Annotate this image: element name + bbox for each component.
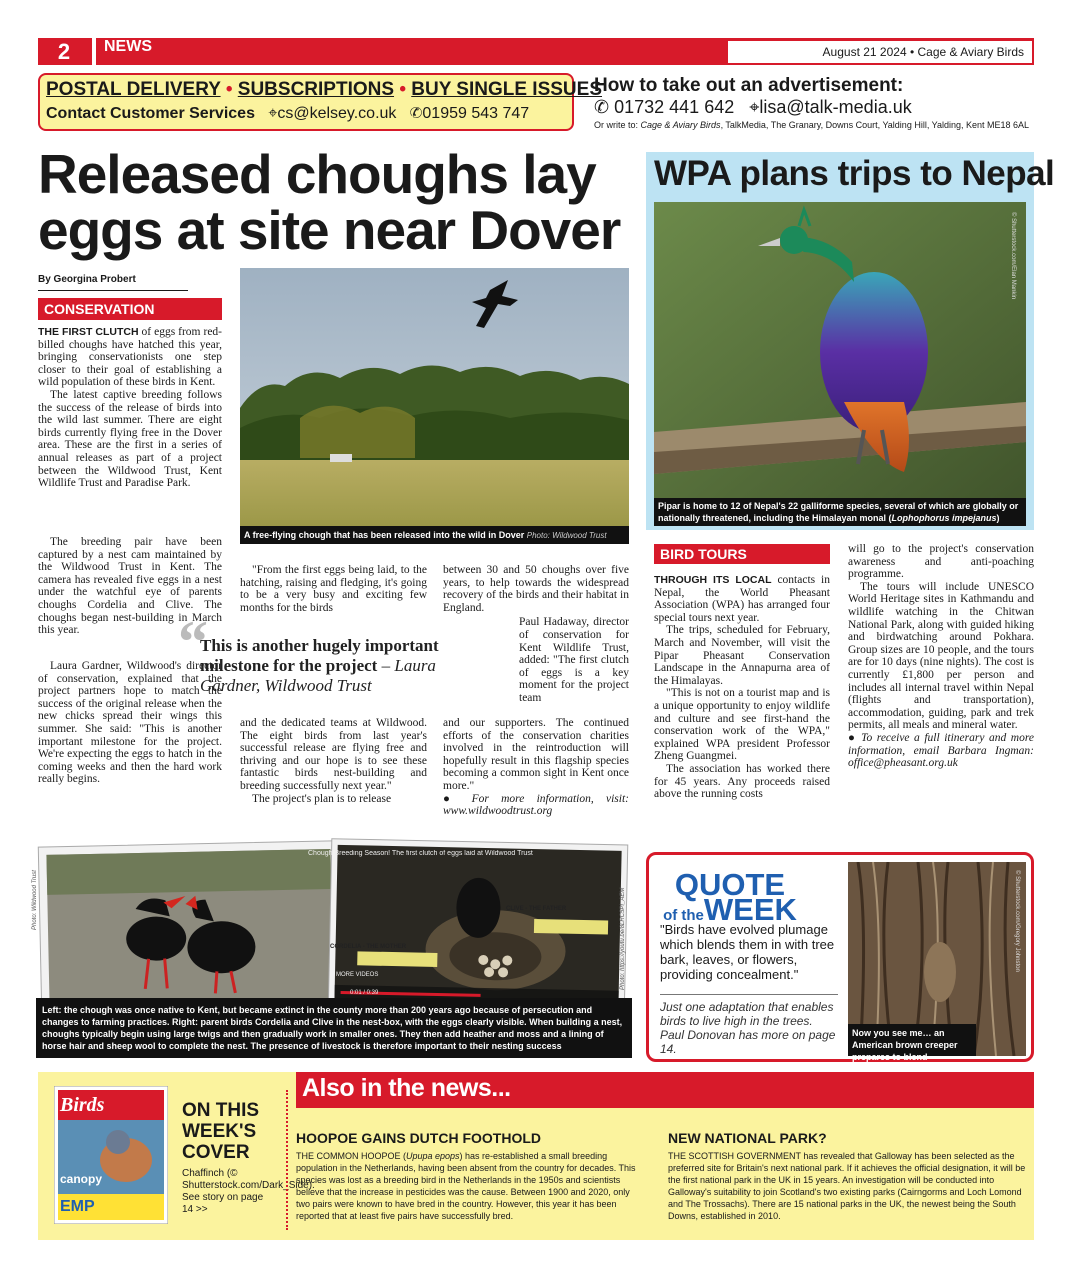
paragraph: between 30 and 50 choughs over five years, to help towards the widespread recovery of the birds and their habitat in England. [443, 564, 629, 614]
paragraph: will go to the project's conservation awareness and anti-poaching programme. [848, 543, 1034, 581]
publication-name: Cage & Aviary Birds [917, 45, 1024, 59]
pull-quote-text: This is another hugely important milestone for the project [200, 636, 439, 675]
pull-quote-attribution: – Laura Gardner, Wildwood Trust [200, 656, 436, 695]
advert-phone[interactable]: 01732 441 642 [614, 97, 735, 117]
article-column-1c [38, 660, 222, 786]
news-title: HOOPOE GAINS DUTCH FOOTHOLD [296, 1130, 541, 1146]
advert-email[interactable]: lisa@talk-media.uk [759, 97, 912, 117]
conservation-tag: CONSERVATION [38, 298, 222, 320]
quote-mark-icon: “ [178, 609, 208, 675]
monal-photo-credit: © Shutterstock.com/Elan Mankin [1010, 212, 1016, 300]
contact-email[interactable]: cs@kelsey.co.uk [277, 105, 397, 122]
video-timestamp: 0:01 / 0:39 [350, 990, 379, 996]
collage-caption: Left: the chough was once native to Kent, but became extinct in the county more than 200 years ago because of persecution and changes to farming practices. Right: parent birds Cordelia and Clive in the nest-box, with the eggs clearly visible. When building a nest, choughs typically begin using large twigs and then gradually work in smaller ones. They then add heather and moss and a lining of horse hair and sheep wool to complete the nest. The presence of livestock is therefore important to their nesting success [36, 998, 632, 1058]
mouse-icon: ⌖ [749, 97, 760, 117]
mouse-icon: ⌖ [268, 105, 278, 122]
news-body [296, 1150, 646, 1222]
subscriptions-box: POSTAL DELIVERY • SUBSCRIPTIONS • BUY SINGLE ISSUES Contact Customer Services ⌖cs@kelsey.co.uk ✆01959 543 747 [38, 73, 574, 131]
byline-rule [38, 290, 188, 291]
creeper-photo-credit: © Shutterstock.com/Gregory Johnston [1014, 870, 1020, 972]
news-item-hoopoe [296, 1130, 646, 1222]
lead-in: THE FIRST CLUTCH [38, 326, 139, 338]
paragraph: and the dedicated teams at Wildwood. The eight birds from last year's successful release are flying free and thriving and our hope is to see these fantastic birds nest-building and breeding successfully next year." [240, 717, 427, 792]
section-title: NEWS [104, 38, 152, 55]
contact-phone[interactable]: 01959 543 747 [422, 105, 530, 122]
wpa-column-1 [654, 574, 830, 801]
paragraph: The breeding pair have been captured by a nest cam maintained by the Wildwood Trust in Kent. The camera has revealed five eggs in a nest under the watchful eye of parents choughs Cordelia and Clive. The choughs began nest-building in March this year. [38, 536, 222, 637]
wpa-headline: WPA plans trips to Nepal [654, 154, 1055, 193]
article-column-2 [240, 564, 427, 614]
paragraph: Laura Gardner, Wildwood's director of conservation, explained that the project partners hope to match the success of the original release when the new chicks spread their wings this summer. She said: "This is another important milestone for the project. We're expecting the eggs to hatch in the coming weeks and then the hard work really begins. [38, 660, 222, 786]
cover-word: canopy [60, 1172, 103, 1186]
article-column-1 [38, 326, 222, 490]
video-label-mother: CORDELIA - THE MOTHER [330, 944, 407, 950]
caption-species: Lophophorus impejanus [891, 513, 997, 523]
title-of: of the [663, 907, 704, 924]
quote-rule [660, 994, 838, 995]
monal-caption [654, 498, 1026, 526]
news-body [668, 1150, 1028, 1222]
postal-delivery-link[interactable]: POSTAL DELIVERY [46, 79, 221, 100]
video-more-label[interactable]: MORE VIDEOS [336, 972, 379, 978]
article-column-3b [443, 717, 629, 818]
video-title: Chough Breeding Season! The first clutch of eggs laid at Wildwood Trust [308, 850, 533, 857]
bird-tours-tag: BIRD TOURS [654, 544, 830, 564]
phone-icon: ✆ [409, 105, 423, 122]
more-info [848, 732, 1034, 770]
issue-date: August 21 2024 [822, 45, 907, 59]
photo-credit: Photo: Wildwood Trust [526, 531, 607, 540]
photo-caption [240, 526, 629, 544]
chough-flight-photo [240, 268, 629, 526]
single-issues-link[interactable]: BUY SINGLE ISSUES [411, 79, 603, 100]
write-address: , TalkMedia, The Granary, Downs Court, Yalding Hill, Yalding, Kent ME18 6AL [720, 120, 1030, 130]
dateline: August 21 2024 • Cage & Aviary Birds [728, 41, 1032, 63]
paragraph: The association has worked there for 45 years. Any proceeds raised above the running costs [654, 762, 830, 801]
cover-text: Chaffinch (© Shutterstock.com/Dark_Side). See story on page 14 >> [182, 1168, 315, 1215]
cover-emp: EMP [60, 1198, 95, 1215]
cover-title: ON THIS WEEK'S COVER [182, 1100, 260, 1163]
paragraph: The project's plan is to release [252, 792, 392, 805]
video-label-father: CLIVE - THE FATHER [506, 906, 567, 912]
also-in-news-title: Also in the news... [302, 1074, 511, 1102]
paragraph: of eggs from red-billed choughs have hatched this year, bringing conservationists one step closer to their goal of establishing a wild population of these birds in Kent. [38, 326, 223, 389]
paragraph: "This is not on a tourist map and is a unique opportunity to enjoy wildlife and culture and see first-hand the conservation work of the WPA," explained WPA president Professor Zheng Guangmei. [654, 687, 830, 763]
more-info-link[interactable]: For more information, visit: www.wildwoodtrust.org [443, 792, 630, 818]
himalayan-monal-photo [654, 202, 1026, 498]
dotted-divider [286, 1090, 288, 1230]
news-lead: THE SCOTTISH GOVERNMENT [668, 1151, 801, 1161]
header-divider [92, 38, 96, 65]
title-quote: QUOTE [674, 867, 786, 902]
paragraph: "From the first eggs being laid, to the hatching, raising and fledging, it's going to be a very busy and exciting few months for the birds [240, 564, 427, 614]
news-text: ) has re-established a small breeding population in the Netherlands, having been absent from the country for decades. This species was lost as a breeding bird in the Netherlands in the 1950s and scientists believe that the increase in pesticides was the cause. Between 1900 and 2020, only two pairs were known to have bred in the country. However, this year it has been reported that at least five pairs have successfully bred. [296, 1151, 636, 1221]
main-headline: Released choughs lay eggs at site near Dover [38, 143, 621, 261]
collage-credit-right: Photo: https://youtu.be/8LRC5PI_AEM [620, 887, 626, 990]
write-magazine: Cage & Aviary Birds [640, 120, 721, 130]
write-prefix: Or write to: [594, 120, 641, 130]
article-column-2b [240, 717, 427, 805]
advert-heading: How to take out an advertisement: [594, 75, 904, 96]
phone-icon: ✆ [594, 97, 610, 117]
quote-of-week-title [660, 867, 800, 928]
caption-end: ) [996, 513, 1000, 523]
byline: By Georgina Probert [38, 274, 136, 285]
subscriptions-link[interactable]: SUBSCRIPTIONS [237, 79, 395, 100]
bullet-icon: ● [443, 792, 472, 805]
pull-quote [200, 636, 490, 696]
page-number: 2 [57, 39, 71, 64]
news-title: NEW NATIONAL PARK? [668, 1130, 827, 1146]
wpa-column-2 [848, 543, 1034, 770]
creeper-caption: Now you see me… an American brown creeper prepares to blend [848, 1024, 976, 1056]
quote-text: "Birds have evolved plumage which blends them in with tree bark, leaves, or flowers, providing concealment." [660, 922, 835, 982]
cover-masthead: Birds [60, 1094, 105, 1116]
more-info [443, 793, 629, 818]
contact-label: Contact Customer Services [46, 105, 255, 122]
caption-text: Pipar is home to 12 of Nepal's 22 galliforme species, several of which are globally or nationally threatened, including the Himalayan monal ( [658, 501, 1019, 523]
paragraph: The tours will include UNESCO World Heritage sites in Kathmandu and wildlife watching in the Chitwan National Park, along with guided hiking and birdwatching around Pokhara. Group sizes are 10 people, and the tours are for 10 days (nine nights). The cost is currently £1,800 per person and includes all internal travel within Nepal (flights and transportation), accommodation, guiding, park and trek permits, all meals and mineral water. [848, 580, 1034, 732]
lead-in: THROUGH ITS LOCAL [654, 574, 772, 586]
news-lead: THE COMMON HOOPOE ( [296, 1151, 406, 1161]
news-species: Upupa epops [406, 1151, 460, 1161]
collage-credit-left: Photo: Wildwood Trust [32, 870, 38, 930]
advert-address [594, 120, 1034, 130]
bullet-icon: ● [848, 731, 862, 744]
paragraph: and our supporters. The continued efforts of the conservation charities involved in the reintroduction will hopefully result in this flagship species becoming a common sight in Kent once more." [443, 717, 629, 792]
news-text: has revealed that Galloway has been selected as the preferred site for Britain's next national park. If it achieves the official designation, it will be the first national park in the UK in 15 years. An investigation will be conducted into Galloway's suitability to join Scotland's two existing parks (Cairngorms and Loch Lomond and The Trossachs). There are 15 national parks in the UK, the newest being the South Downs, established in 2010. [668, 1151, 1026, 1221]
more-info-link[interactable]: To receive a full itinerary and more information, email Barbara Ingman: office@pheasant.org.uk [848, 731, 1034, 770]
caption-text: A free-flying chough that has been released into the wild in Dover [244, 530, 525, 540]
title-week: WEEK [703, 892, 797, 927]
paragraph: The latest captive breeding follows the success of the release of birds into the wild last summer. There are eight birds currently flying free in the Dover area. These are the first in a series of annual releases as part of a project between the Wildwood Trust, Kent Wildlife Trust and Paradise Park. [38, 388, 222, 490]
news-item-national-park [668, 1130, 1028, 1222]
paragraph: Paul Hadaway, director of conservation for Kent Wildlife Trust, added: "The first clutch of eggs is a key moment for the project team [519, 616, 629, 704]
advert-info [594, 75, 1034, 130]
paragraph: The trips, scheduled for February, March and November, will visit the Pipar Pheasant Conservation Landscape in the Annapurna area of the Himalayas. [654, 624, 830, 687]
paragraph: contacts in Nepal, the World Pheasant Association (WPA) has arranged four special tours next year. [654, 574, 830, 624]
quote-note: Just one adaptation that enables birds to live high in the trees. Paul Donovan has more on page 14. [660, 1000, 836, 1056]
